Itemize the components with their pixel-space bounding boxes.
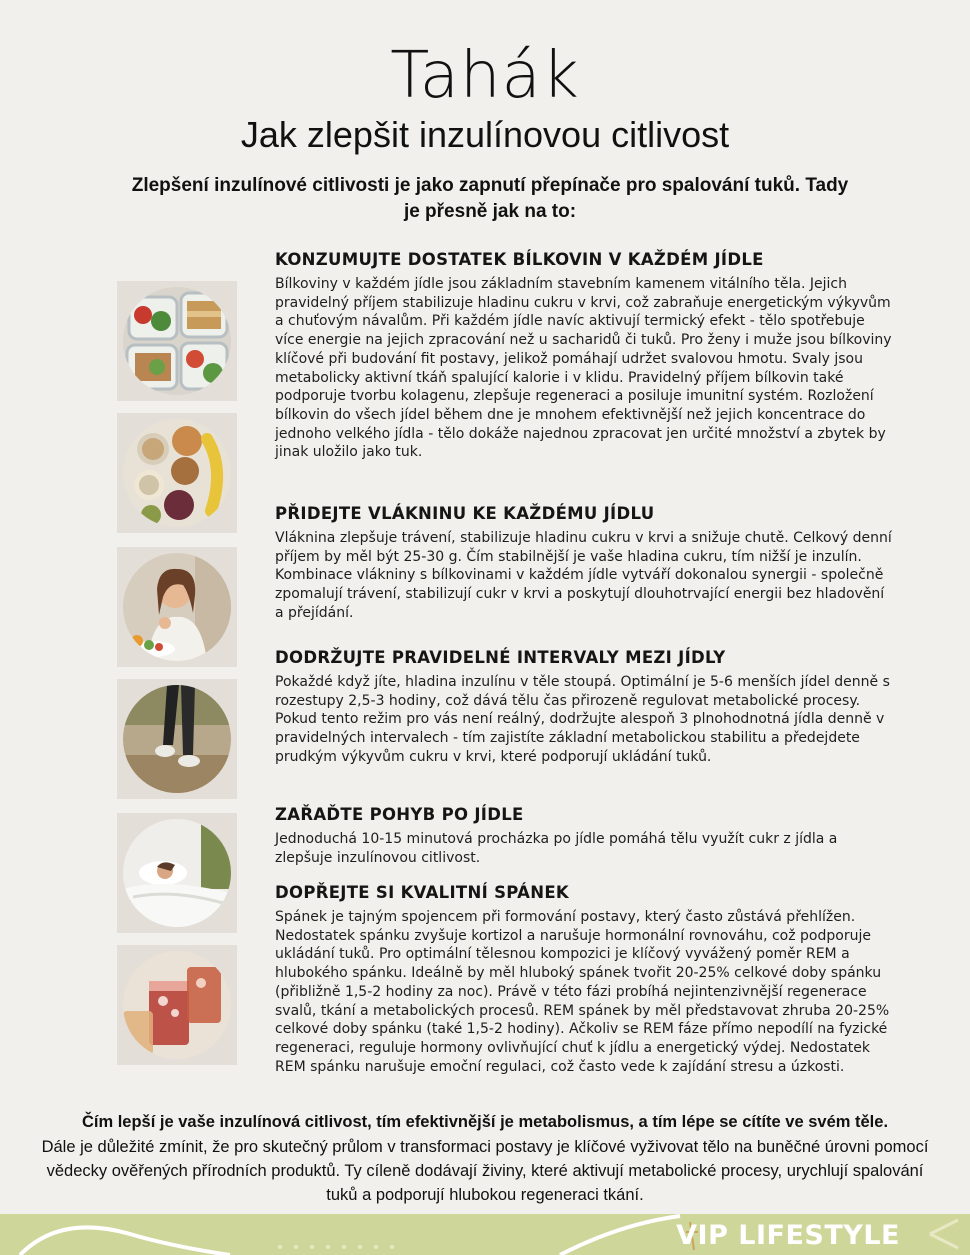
- footer-brand: VIP LIFESTYLE: [676, 1220, 900, 1251]
- closing-text: Dále je důležité zmínit, že pro skutečný průlom v transformaci postavy je klíčové vyživovat tělo na buněčné úrovni pomocí vědecky ověřených přírodních produktů. Ty cíleně dodávají živiny, které aktivují metabolické procesy, urychlují spalování tuků a podporují hlubokou regeneraci tkání.: [41, 1138, 929, 1204]
- section-body: Bílkoviny v každém jídle jsou základním stavebním kamenem vitálního těla. Jejich pravidelný příjem stabilizuje hladinu cukru v krvi, což zabraňuje energetickým výkyvům a chuťovým návalům. Při každém jídle navíc aktivují termický efekt - tělo spotřebuje více energie na jejich zpracování než u sacharidů či tuků. Pro ženy i muže jsou bílkoviny klíčové při budování fit postavy, jelikož pomáhají udržet svalovou hmotu. Svaly jsou metabolicky aktivní tkáň spalující kalorie i v klidu. Pravidelný příjem bílkovin také podporuje tvorbu kolagenu, zlepšuje regeneraci a posiluje imunitní systém. Rozložení bílkovin do všech jídel během dne je mnohem efektivnější než jejich koncentrace do jednoho velkého jídla - tělo dokáže najednou zpracovat jen určité množství a zbytek by jinak uložilo jako tuk.: [275, 276, 892, 461]
- section-body: Jednoduchá 10-15 minutová procházka po jídle pomáhá tělu využít cukr z jídla a zlepšuje inzulínovou citlivost.: [275, 831, 838, 866]
- section-sleep: [275, 883, 895, 1076]
- section-movement: [275, 805, 895, 867]
- section-body: Spánek je tajným spojencem při formování postavy, který často zůstává přehlížen. Nedostatek spánku zvyšuje kortizol a narušuje hormonální rovnováhu, což podporuje ukládání tuků. Pro optimální tělesnou kompozici je klíčový vyvážený poměr REM a hlubokého spánku. Ideálně by měl hluboký spánek tvořit 20-25% celkové doby spánku (přibližně 1,5-2 hodiny za noc). Právě v této fázi probíhá nejintenzivnější regenerace svalů, tkání a metabolických procesů. REM spánek by měl představovat zhruba 20-25% celkové doby spánku (také 1,5-2 hodiny). Ačkoliv se REM fáze přímo nepodílí na fyzické regeneraci, reguluje hormony ovlivňující chuť k jídlu a energetický výdej. Nedostatek REM spánku narušuje emoční regulaci, což často vede k zajídání stresu a úzkosti.: [275, 909, 890, 1075]
- image-frame-5: [117, 813, 237, 933]
- image-frame-3: [117, 547, 237, 667]
- footer-banner: [0, 1214, 970, 1255]
- image-frame-1: [117, 281, 237, 401]
- iced-tea-glasses-photo-icon: [123, 951, 231, 1059]
- section-meal-intervals: [275, 648, 895, 767]
- image-frame-6: [117, 945, 237, 1065]
- section-fiber: [275, 504, 895, 623]
- meal-prep-containers-photo-icon: [123, 287, 231, 395]
- section-heading: DODRŽUJTE PRAVIDELNÉ INTERVALY MEZI JÍDLY: [275, 648, 726, 667]
- woman-sleeping-photo-icon: [123, 819, 231, 927]
- section-heading: PŘIDEJTE VLÁKNINU KE KAŽDÉMU JÍDLU: [275, 504, 655, 523]
- closing-bold-statement: Čím lepší je vaše inzulínová citlivost, tím efektivnější je metabolismus, a tím lépe se cítíte ve svém těle.: [81, 1113, 889, 1131]
- closing-paragraph: [40, 1110, 930, 1207]
- section-heading: ZAŘAĎTE POHYB PO JÍDLE: [275, 805, 524, 824]
- section-body: Vláknina zlepšuje trávení, stabilizuje hladinu cukru v krvi a snižuje chutě. Celkový denní příjem by měl být 25-30 g. Čím stabilnější je vaše hladina cukru, tím nižší je inzulín. Kombinace vlákniny s bílkovinami v každém jídle vytváří dokonalou synergii - společně zpomalují trávení, stabilizují cukr v krvi a poskytují dlouhotrvající energii bez hladovění a přejídání.: [275, 530, 892, 621]
- brand-logo: Tahák: [390, 39, 580, 113]
- healthy-food-bowls-photo-icon: [123, 419, 231, 527]
- walking-legs-photo-icon: [123, 685, 231, 793]
- image-frame-2: [117, 413, 237, 533]
- section-heading: DOPŘEJTE SI KVALITNÍ SPÁNEK: [275, 883, 569, 902]
- section-body: Pokaždé když jíte, hladina inzulínu v těle stoupá. Optimální je 5-6 menších jídel denně s rozestupy 2,5-3 hodiny, což dává tělu čas přirozeně regulovat metabolické procesy. Pokud tento režim pro vás není reálný, dodržujte alespoň 3 plnohodnotná jídla denně v pravidelných intervalech - tím zajistíte základní metabolickou stabilitu a předejdete prudkým výkyvům cukru v krvi, které podporují ukládání tuků.: [275, 674, 890, 765]
- woman-eating-salad-photo-icon: [123, 553, 231, 661]
- section-protein: [275, 250, 895, 462]
- intro-text: Zlepšení inzulínové citlivosti je jako zapnutí přepínače pro spalování tuků. Tady je přesně jak na to:: [131, 175, 849, 222]
- page-title: Jak zlepšit inzulínovou citlivost: [240, 114, 730, 155]
- section-heading: KONZUMUJTE DOSTATEK BÍLKOVIN V KAŽDÉM JÍDLE: [275, 250, 764, 269]
- image-frame-4: [117, 679, 237, 799]
